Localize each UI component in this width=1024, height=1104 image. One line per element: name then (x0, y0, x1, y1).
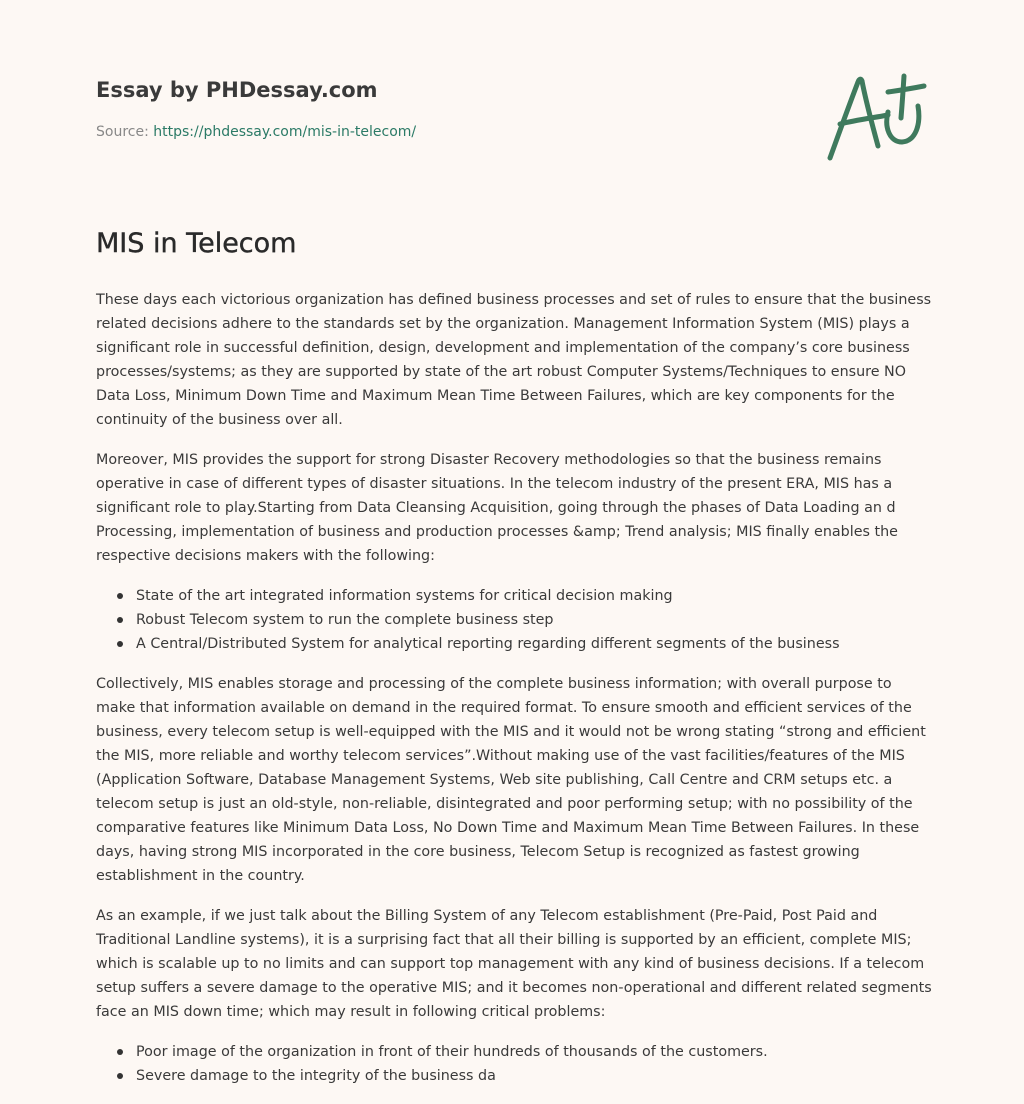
essay-title: MIS in Telecom (96, 228, 297, 259)
list-item: Severe damage to the integrity of the business da (96, 1064, 932, 1088)
site-title: Essay by PHDessay.com (96, 78, 378, 102)
source-link[interactable]: https://phdessay.com/mis-in-telecom/ (153, 124, 417, 140)
bullet-icon (117, 1049, 123, 1055)
essay-content (96, 224, 932, 1104)
list-item: A Central/Distributed System for analytical reporting regarding different segments of the business (96, 632, 932, 656)
a-plus-logo-icon (822, 68, 928, 164)
essay-paragraph: Collectively, MIS enables storage and processing of the complete business information; with overall purpose to make that information available on demand in the required format. To ensure smooth and efficient services of the business, every telecom setup is well-equipped with the MIS and it would not be wrong stating “strong and efficient the MIS, more reliable and worthy telecom services”.Without making use of the vast facilities/features of the MIS (Application Software, Database Management Systems, Web site publishing, Call Centre and CRM setups etc. a telecom setup is just an old-style, non-reliable, disintegrated and poor performing setup; with no possibility of the comparative features like Minimum Data Loss, No Down Time and Maximum Mean Time Between Failures. In these days, having strong MIS incorporated in the core business, Telecom Setup is recognized as fastest growing establishment in the country. (96, 676, 926, 884)
bullet-icon (117, 1073, 123, 1079)
bullet-icon (117, 617, 123, 623)
essay-header (96, 76, 796, 142)
essay-paragraph: These days each victorious organization has defined business processes and set of rules to ensure that the business related decisions adhere to the standards set by the organization. Management Information System (MIS) plays a significant role in successful definition, design, development and implementation of the company’s core business processes/systems; as they are supported by state of the art robust Computer Systems/Techniques to ensure NO Data Loss, Minimum Down Time and Maximum Mean Time Between Failures, which are key components for the continuity of the business over all. (96, 292, 932, 428)
list-item: Poor image of the organization in front of their hundreds of thousands of the customers. (96, 1040, 932, 1064)
source-label: Source: (96, 124, 154, 140)
essay-paragraph: As an example, if we just talk about the Billing System of any Telecom establishment (Pre-Paid, Post Paid and Traditional Landline systems), it is a surprising fact that all their billing is supported by an efficient, complete MIS; which is scalable up to no limits and can support top management with any kind of business decisions. If a telecom setup suffers a severe damage to the operative MIS; and it becomes non-operational and different related segments face an MIS down time; which may result in following critical problems: (96, 908, 932, 1020)
essay-paragraph: Moreover, MIS provides the support for strong Disaster Recovery methodologies so that the business remains operative in case of different types of disaster situations. In the telecom industry of the present ERA, MIS has a significant role to play.Starting from Data Cleansing Acquisition, going through the phases of Data Loading an d Processing, implementation of business and production processes &amp; Trend analysis; MIS finally enables the respective decisions makers with the following: (96, 452, 898, 564)
list-item: Robust Telecom system to run the complete business step (96, 608, 932, 632)
bullet-list-benefits (96, 584, 932, 656)
bullet-list-problems (96, 1040, 932, 1088)
bullet-icon (117, 593, 123, 599)
list-item: State of the art integrated information systems for critical decision making (96, 584, 932, 608)
source-line (96, 122, 796, 142)
bullet-icon (117, 641, 123, 647)
